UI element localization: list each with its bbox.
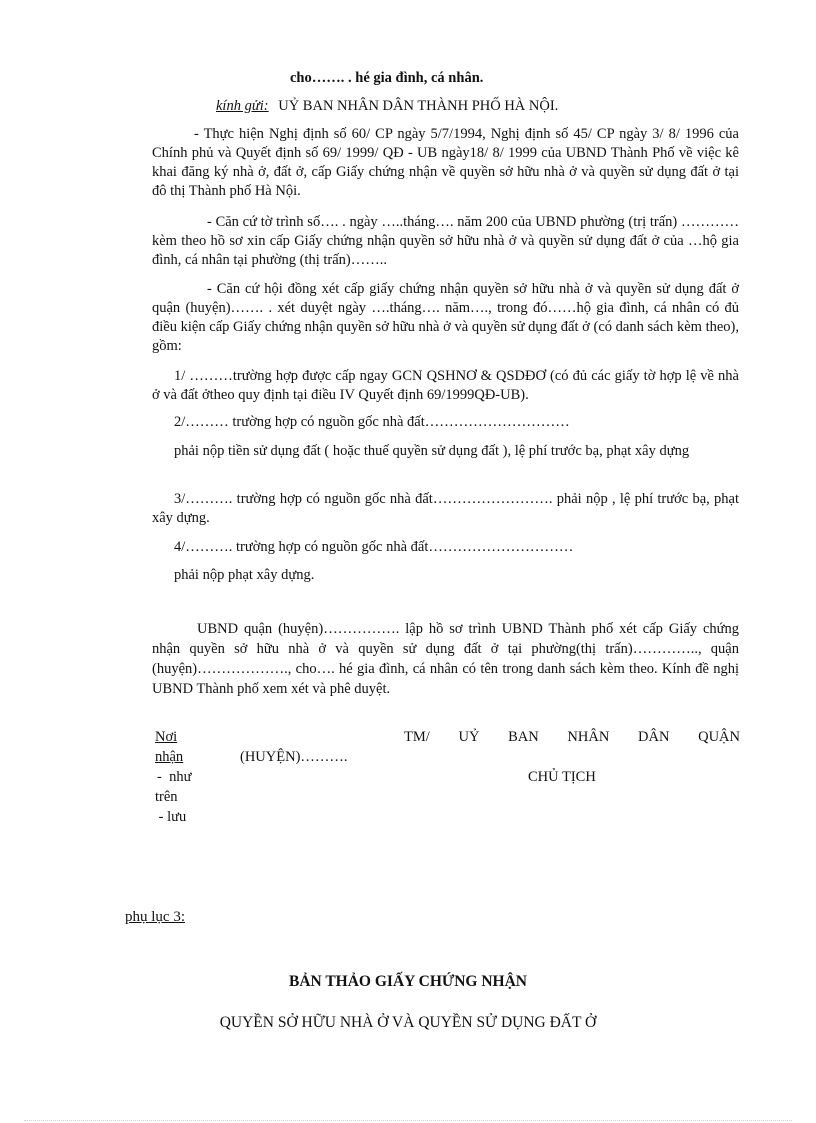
list-item-3: 3/………. trường hợp có nguồn gốc nhà đất……………………. phải nộp , lệ phí trước bạ, phạt xây dựng. [152, 491, 739, 526]
list-item-4-detail: phải nộp phạt xây dựng. [174, 567, 315, 583]
appendix-title: BẢN THẢO GIẤY CHỨNG NHẬN [289, 973, 527, 990]
list-item-2: 2/……… trường hợp có nguồn gốc nhà đất………………………… [174, 414, 570, 430]
appendix-label: phụ lục 3: [125, 909, 185, 925]
list-item-4: 4/………. trường hợp có nguồn gốc nhà đất………………………… [174, 539, 574, 555]
appendix-subtitle: QUYỀN SỞ HỮU NHÀ Ở VÀ QUYỀN SỬ DỤNG ĐẤT Ở [219, 1014, 597, 1031]
recipient-item: trên [155, 789, 178, 805]
list-item-1: 1/ ………trường hợp được cấp ngay GCN QSHNƠ & QSDĐƠ (có đủ các giấy tờ hợp lệ về nhà ở và đất ởtheo quy định tại điều IV Quyết định 69/1999QĐ-UB). [152, 368, 739, 403]
noi-nhan-label-2: nhận [155, 749, 184, 765]
recipient-name: UỶ BAN NHÂN DÂN THÀNH PHỐ HÀ NỘI. [278, 98, 559, 114]
chairman-title: CHỦ TỊCH [528, 769, 596, 785]
recipient-label: kính gửi: [216, 98, 269, 114]
noi-nhan-label-1: Nơi [155, 729, 178, 745]
recipient-item: - như [157, 769, 192, 785]
district-huyen: (HUYỆN)………. [240, 749, 348, 765]
page-bottom-divider [24, 1120, 792, 1121]
paragraph-request: UBND quận (huyện)……………. lập hồ sơ trình UBND Thành phố xét cấp Giấy chứng nhận quyền sở hữu nhà ở và quyền sử dụng đất ở tại phường(thị trấn)………….., quận (huyện)………………., cho…. hé gia đình, cá nhân có tên trong danh sách kèm theo. Kính đề nghị UBND Thành phố xem xét và phê duyệt. [152, 621, 739, 697]
tm-committee: TM/ UỶ BAN NHÂN DÂN QUẬN [404, 729, 740, 745]
header-line: cho……. . hé gia đình, cá nhân. [290, 70, 484, 86]
list-item-2-detail: phải nộp tiền sử dụng đất ( hoặc thuế quyền sử dụng đất ), lệ phí trước bạ, phạt xây dựng [174, 443, 690, 459]
paragraph-council: - Căn cứ hội đồng xét cấp giấy chứng nhận quyền sở hữu nhà ở và quyền sử dụng đất ở quận (huyện)……. . xét duyệt ngày ….tháng…. năm…., trong đó……hộ gia đình, cá nhân có đủ điều kiện cấp Giấy chứng nhận quyền sở hữu nhà ở và quyền sử dụng đất ở (có danh sách kèm theo), gồm: [152, 281, 739, 354]
recipient-line [216, 98, 558, 115]
recipient-item: - lưu [155, 809, 187, 825]
paragraph-submission: - Căn cứ tờ trình số…. . ngày …..tháng…. năm 200 của UBND phường (trị trấn) …………kèm theo hồ sơ xin cấp Giấy chứng nhận quyền sở hữu nhà ở và quyền sử dụng đất ở của …hộ gia đình, cá nhân tại phường (thị trấn)…….. [152, 214, 739, 268]
paragraph-legal-basis: - Thực hiện Nghị định số 60/ CP ngày 5/7/1994, Nghị định số 45/ CP ngày 3/ 8/ 1996 của Chính phủ và Quyết định số 69/ 1999/ QĐ - UB ngày18/ 8/ 1999 của UBND Thành Phố về việc kê khai đăng ký nhà ở, đất ở, cấp Giấy chứng nhận về quyền sở hữu nhà ở và quyền sử dụng đất ở tại đô thị Thành phố Hà Nội. [152, 126, 739, 199]
